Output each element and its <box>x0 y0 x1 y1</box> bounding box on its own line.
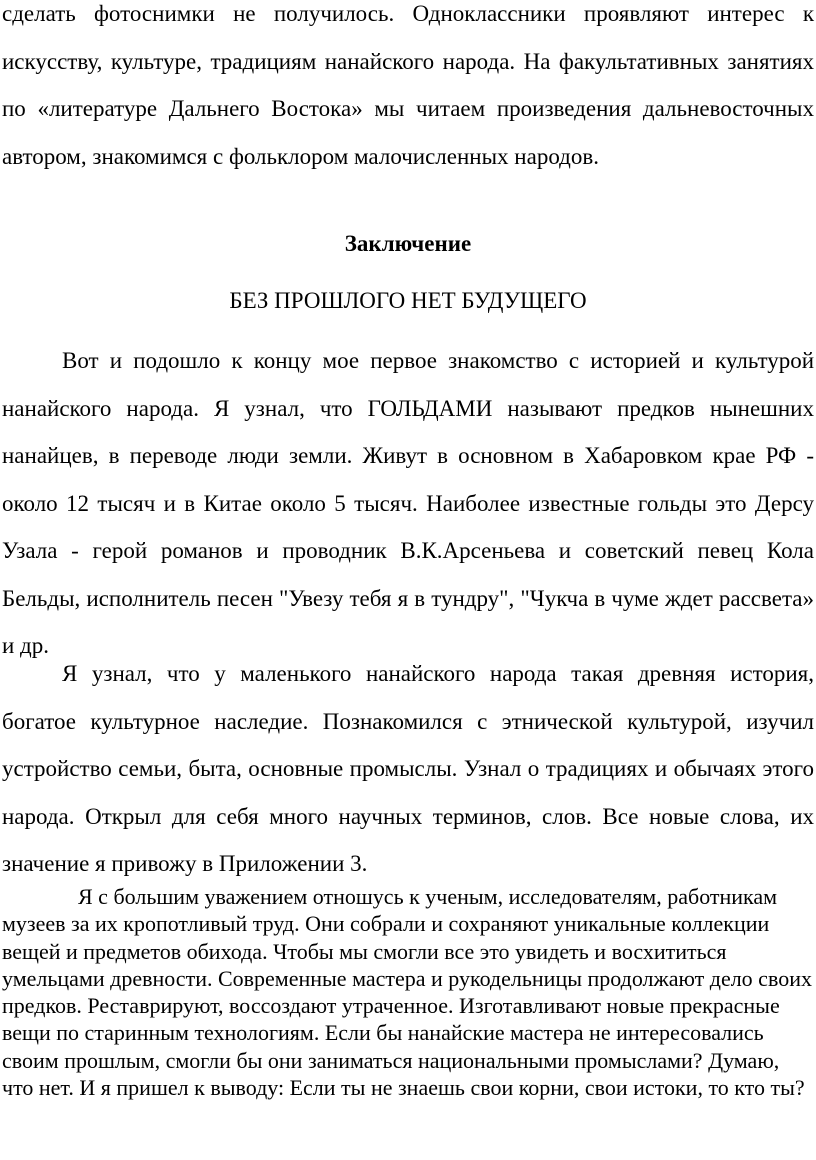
paragraph-conclusion-1: Вот и подошло к концу мое первое знакомство с историей и культурой нанайского народа. Я узнал, что ГОЛЬДАМИ называют предков нынешних нанайцев, в переводе люди земли. Живут в основном в Хабаровком крае РФ - около 12 тысяч и в Китае около 5 тысяч. Наиболее известные гольды это Дерсу Узала - герой романов и проводник В.К.Арсеньева и советский певец Кола Бельды, исполнитель песен "Увезу тебя я в тундру", "Чукча в чуме ждет рассвета» и др. <box>2 348 814 658</box>
section-heading: Заключение <box>344 231 472 256</box>
section-subheading: БЕЗ ПРОШЛОГО НЕТ БУДУЩЕГО <box>229 288 587 313</box>
paragraph-intro: сделать фотоснимки не получилось. Одноклассники проявляют интерес к искусству, культуре, традициям нанайского народа. На факультативных занятиях по «литературе Дальнего Востока» мы читаем произведения дальневосточных автором, знакомимся с фольклором малочисленных народов. <box>2 1 814 169</box>
paragraph-conclusion-3: Я с большим уважением отношусь к ученым, исследователям, работникам музеев за их кропотливый труд. Они собрали и сохраняют уникальные коллекции вещей и предметов обихода. Чтобы мы смогли все это увидеть и восхититься умельцами древности. Современные мастера и рукодельницы продолжают дело своих предков. Реставрируют, воссоздают утраченное. Изготавливают новые прекрасные вещи по старинным технологиям. Если бы нанайские мастера не интересовались своим прошлым, смогли бы они заниматься национальными промыслами? Думаю, что нет. И я пришел к выводу: Если ты не знаешь свои корни, свои истоки, то кто ты? <box>2 884 812 1101</box>
paragraph-conclusion-2: Я узнал, что у маленького нанайского народа такая древняя история, богатое культурное наследие. Познакомился с этнической культурой, изучил устройство семьи, быта, основные промыслы. Узнал о традициях и обычаях этого народа. Открыл для себя много научных терминов, слов. Все новые слова, их значение я привожу в Приложении 3. <box>2 661 814 876</box>
